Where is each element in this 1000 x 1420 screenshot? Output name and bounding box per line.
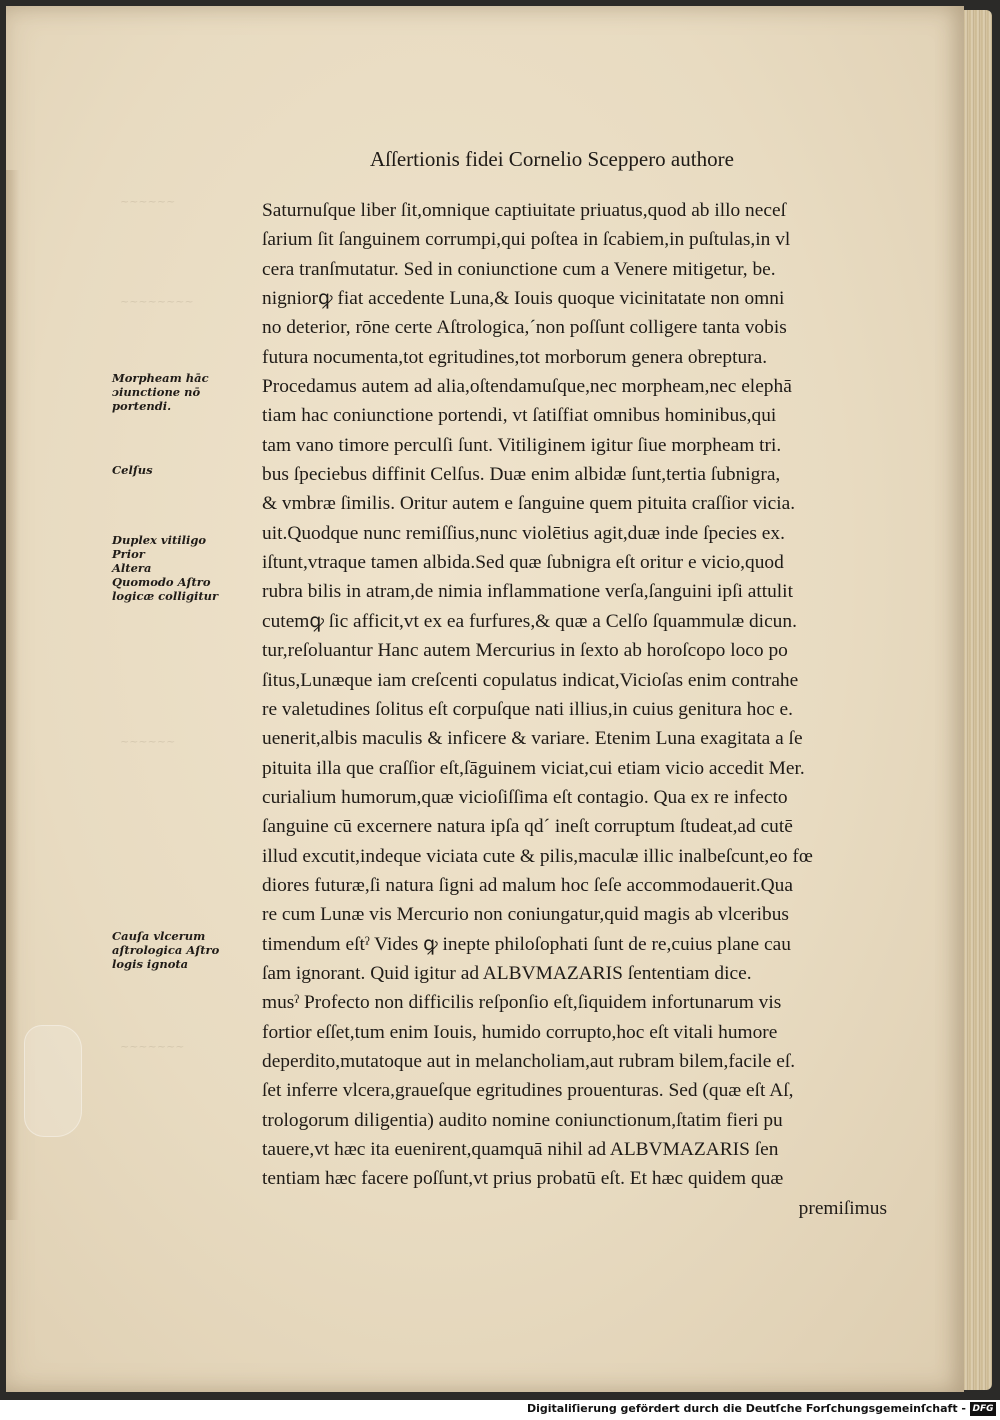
text-line: pituita illa que craſſior eſt,ſāguinem viciat,cui etiam vicio accedit Mer.: [262, 757, 805, 779]
text-line: ſet inferre vlcera,graueſque egritudines prouenturas. Sed (quæ eſt Aſ,: [262, 1080, 794, 1102]
text-line: curialium humorum,quæ vicioſiſſima eſt contagio. Qua ex re infecto: [262, 786, 788, 808]
text-line: & vmbræ ſimilis. Oritur autem e ſanguine quem pituita craſſior vicia.: [262, 493, 796, 515]
margin-note-line: Altera: [112, 561, 152, 575]
text-line: tur,reſoluantur Hanc autem Mercurius in ſexto ab horoſcopo loco po: [262, 640, 788, 662]
paper-clip-icon: [24, 1025, 82, 1137]
bleed-through-mark: ~~~~~~~~: [120, 295, 194, 308]
running-title: Aſſertionis fidei Cornelio Sceppero authore: [370, 147, 734, 171]
margin-note-vitiligo: [112, 533, 252, 603]
bleed-through-mark: ~~~~~~~: [120, 1040, 185, 1053]
margin-note-line: logis ignota: [112, 957, 189, 971]
margin-note-ulcera: [112, 929, 252, 971]
margin-note-line: Morpheam hāc: [112, 371, 209, 385]
text-line: musˀ Profecto non difficilis reſponſio eſt,ſiquidem infortunarum vis: [262, 992, 782, 1014]
text-line: ſanguine cū excernere natura ipſa qdˊ ineſt corruptum ſtudeat,ad cutē: [262, 816, 793, 838]
margin-note-line: Celſus: [112, 463, 153, 477]
text-line: trologorum diligentia) audito nomine coniunctionum,ſtatim fieri pu: [262, 1109, 783, 1131]
text-line: tentiam hæc facere poſſunt,vt prius probatū eſt. Et hæc quidem quæ: [262, 1168, 784, 1190]
text-line: ſam ignorant. Quid igitur ad ALBVMAZARIS ſententiam dice.: [262, 962, 752, 984]
text-line: iſtunt,vtraque tamen albida.Sed quæ ſubnigra eſt oritur e vicio,quod: [262, 552, 784, 574]
text-line: ſarium ſit ſanguinem corrumpi,qui poſtea in ſcabiem,in puſtulas,in vl: [262, 229, 791, 251]
text-line: timendum eſtˀ Vides ꝙ inepte philoſophati ſunt de re,cuius plane cau: [262, 933, 791, 955]
text-line: deperdito,mutatoque aut in melancholiam,aut rubram bilem,facile eſ.: [262, 1050, 796, 1072]
text-line: uenerit,albis maculis & inficere & variare. Etenim Luna exagitata a ſe: [262, 728, 803, 750]
main-text-block: [262, 196, 887, 1223]
margin-note-line: Duplex vitiligo: [112, 533, 207, 547]
text-line: tauere,vt hæc ita euenirent,quamquā nihil ad ALBVMAZARIS ſen: [262, 1139, 779, 1160]
text-line: re valetudines ſolitus eſt corpuſque nati illius,in cuius genitura hoc e.: [262, 698, 793, 720]
text-line: ſitus,Lunæque iam creſcenti copulatus indicat,Vicioſas enim contrahe: [262, 669, 799, 691]
margin-note-line: ɔiunctione nō: [112, 385, 201, 399]
digitization-footer: [0, 1400, 1000, 1420]
margin-note-line: logicæ colligitur: [112, 589, 219, 603]
text-line: tiam hac coniunctione portendi, vt ſatiſfiat omnibus hominibus,qui: [262, 405, 777, 427]
bleed-through-mark: ~~~~~~: [120, 195, 176, 208]
text-line: nigniorꝙ fiat accedente Luna,& Iouis quoque vicinitatate non omni: [262, 288, 785, 310]
catchword: premiſimus: [798, 1197, 887, 1219]
margin-note-morphea: [112, 371, 252, 413]
margin-note-line: Prior: [112, 547, 145, 561]
margin-note-line: Quomodo Aſtro: [112, 575, 211, 589]
text-line: no deterior, rōne certe Aſtrologica,ˊnon poſſunt colligere tanta vobis: [262, 317, 787, 339]
footer-credit: Digitaliſierung gefördert durch die Deutſche Forſchungsgemeinſchaft -: [526, 1402, 966, 1415]
bleed-through-mark: ~~~~~~: [120, 735, 176, 748]
page-gutter-shadow: [6, 170, 20, 1220]
text-line: Procedamus autem ad alia,oſtendamuſque,nec morpheam,nec elephā: [262, 376, 792, 398]
text-line: Saturnuſque liber ſit,omnique captiuitate priuatus,quod ab illo neceſ: [262, 200, 786, 221]
margin-note-line: Cauſa vlcerum: [112, 929, 206, 943]
text-line: rubra bilis in atram,de nimia inflammatione verſa,ſanguini ipſi attulit: [262, 581, 793, 603]
text-line: fortior eſſet,tum enim Iouis, humido corrupto,hoc eſt vitali humore: [262, 1021, 778, 1043]
text-line: uit.Quodque nunc remiſſius,nunc violētius agit,duæ inde ſpecies ex.: [262, 522, 785, 544]
text-line: cutemꝙ ſic afficit,vt ex ea furfures,& quæ a Celſo ſquammulæ dicun.: [262, 610, 797, 632]
text-line: re cum Lunæ vis Mercurio non coniungatur,quid magis ab vlceribus: [262, 904, 789, 926]
text-line: tam vano timore perculſi ſunt. Vitiliginem igitur ſiue morpheam tri.: [262, 434, 782, 456]
text-line: bus ſpeciebus diffinit Celſus. Duæ enim albidæ ſunt,tertia ſubnigra,: [262, 464, 781, 486]
margin-note-line: portendi.: [112, 399, 172, 413]
page-edges: [962, 10, 992, 1390]
text-line: illud excutit,indeque viciata cute & pilis,maculæ illic inalbeſcunt,eo fœ: [262, 845, 813, 867]
margin-note-line: aſtrologica Aſtro: [112, 943, 220, 957]
text-line: cera tranſmutatur. Sed in coniunctione cum a Venere mitigetur, be.: [262, 258, 776, 280]
text-line: diores futuræ,ſi natura ſigni ad malum hoc ſeſe accommodauerit.Qua: [262, 874, 793, 896]
margin-note-celsus: [112, 463, 252, 477]
text-line: futura nocumenta,tot egritudines,tot morborum genera obreptura.: [262, 346, 768, 368]
dfg-logo-icon: DFG: [970, 1402, 996, 1416]
